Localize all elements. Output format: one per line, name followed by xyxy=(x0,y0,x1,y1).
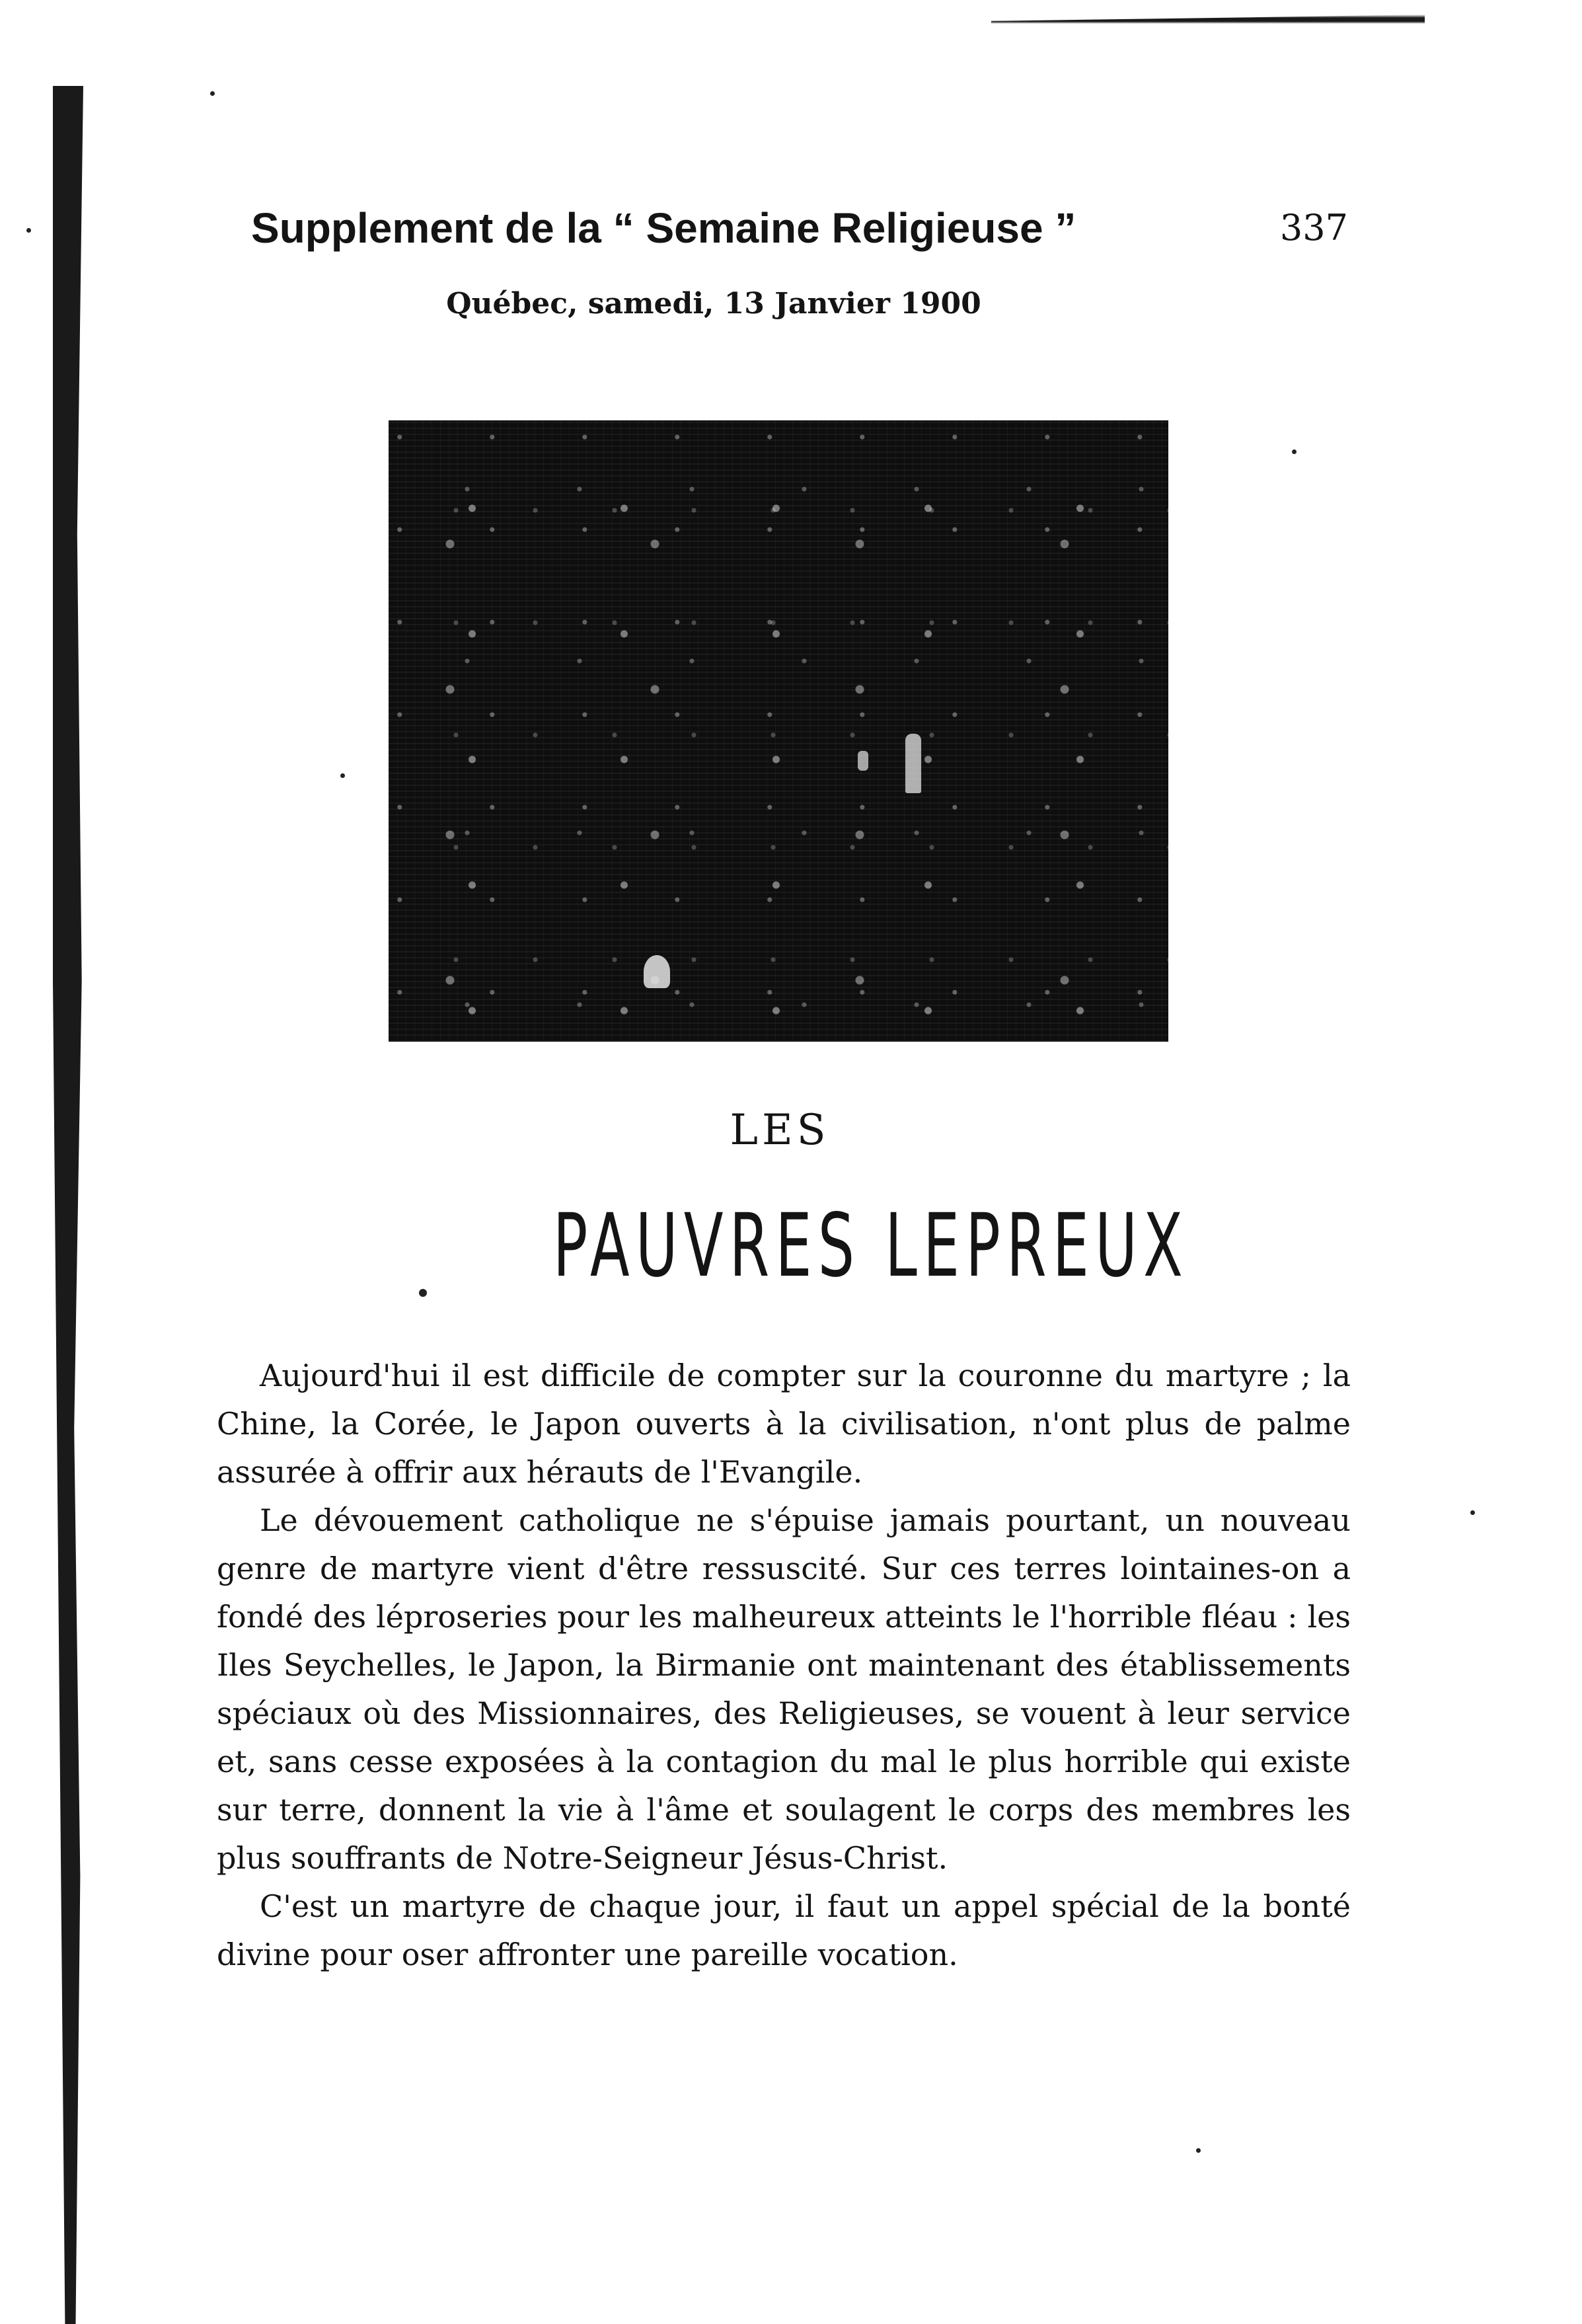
scan-speck xyxy=(1470,1510,1475,1515)
scan-speck xyxy=(340,773,345,778)
photo-highlight xyxy=(905,734,921,793)
paragraph: Aujourd'hui il est difficile de compter sur la couronne du martyre ; la Chine, la Corée, le Japon ouverts à la civilisation, n'ont plus de palme assurée à offrir aux hérauts de l'Evangile. xyxy=(217,1358,1351,1490)
title-dot xyxy=(419,1289,427,1297)
scan-edge-rule xyxy=(991,15,1425,24)
halftone-photograph xyxy=(389,420,1168,1042)
scan-speck xyxy=(1196,2148,1201,2153)
scan-speck xyxy=(1292,449,1297,454)
article-title-small: LES xyxy=(730,1106,830,1155)
page-number: 337 xyxy=(1279,207,1348,249)
photo-highlight xyxy=(644,955,670,988)
scan-speck xyxy=(26,228,31,233)
scan-left-edge-shadow xyxy=(53,86,83,2324)
paragraph: Le dévouement catholique ne s'épuise jamais pourtant, un nouveau genre de martyre vient d'être ressuscité. Sur ces terres lointaines-on a fondé des léproseries pour les malheureux atteints le l'horrible fléau : les Iles Seychelles, le Japon, la Birmanie ont maintenant des établissements spéciaux où des Missionnaires, des Religieuses, se vouent à leur service et, sans cesse exposées à la contagion du mal le plus horrible qui existe sur terre, donnent la vie à l'âme et soulagent le corps des membres les plus souffrants de Notre-Seigneur Jésus-Christ. xyxy=(217,1502,1351,1876)
running-header xyxy=(251,192,1348,264)
article-body xyxy=(217,1352,1351,1979)
scan-speck xyxy=(210,91,215,96)
paragraph: C'est un martyre de chaque jour, il faut un appel spécial de la bonté divine pour oser affronter une pareille vocation. xyxy=(217,1888,1351,1972)
article-title-large: PAUVRES LEPREUX xyxy=(552,1195,1189,1297)
photo-highlight xyxy=(858,751,868,771)
header-title: Supplement de la “ Semaine Religieuse ” xyxy=(251,204,1076,252)
dateline: Québec, samedi, 13 Janvier 1900 xyxy=(446,287,981,321)
